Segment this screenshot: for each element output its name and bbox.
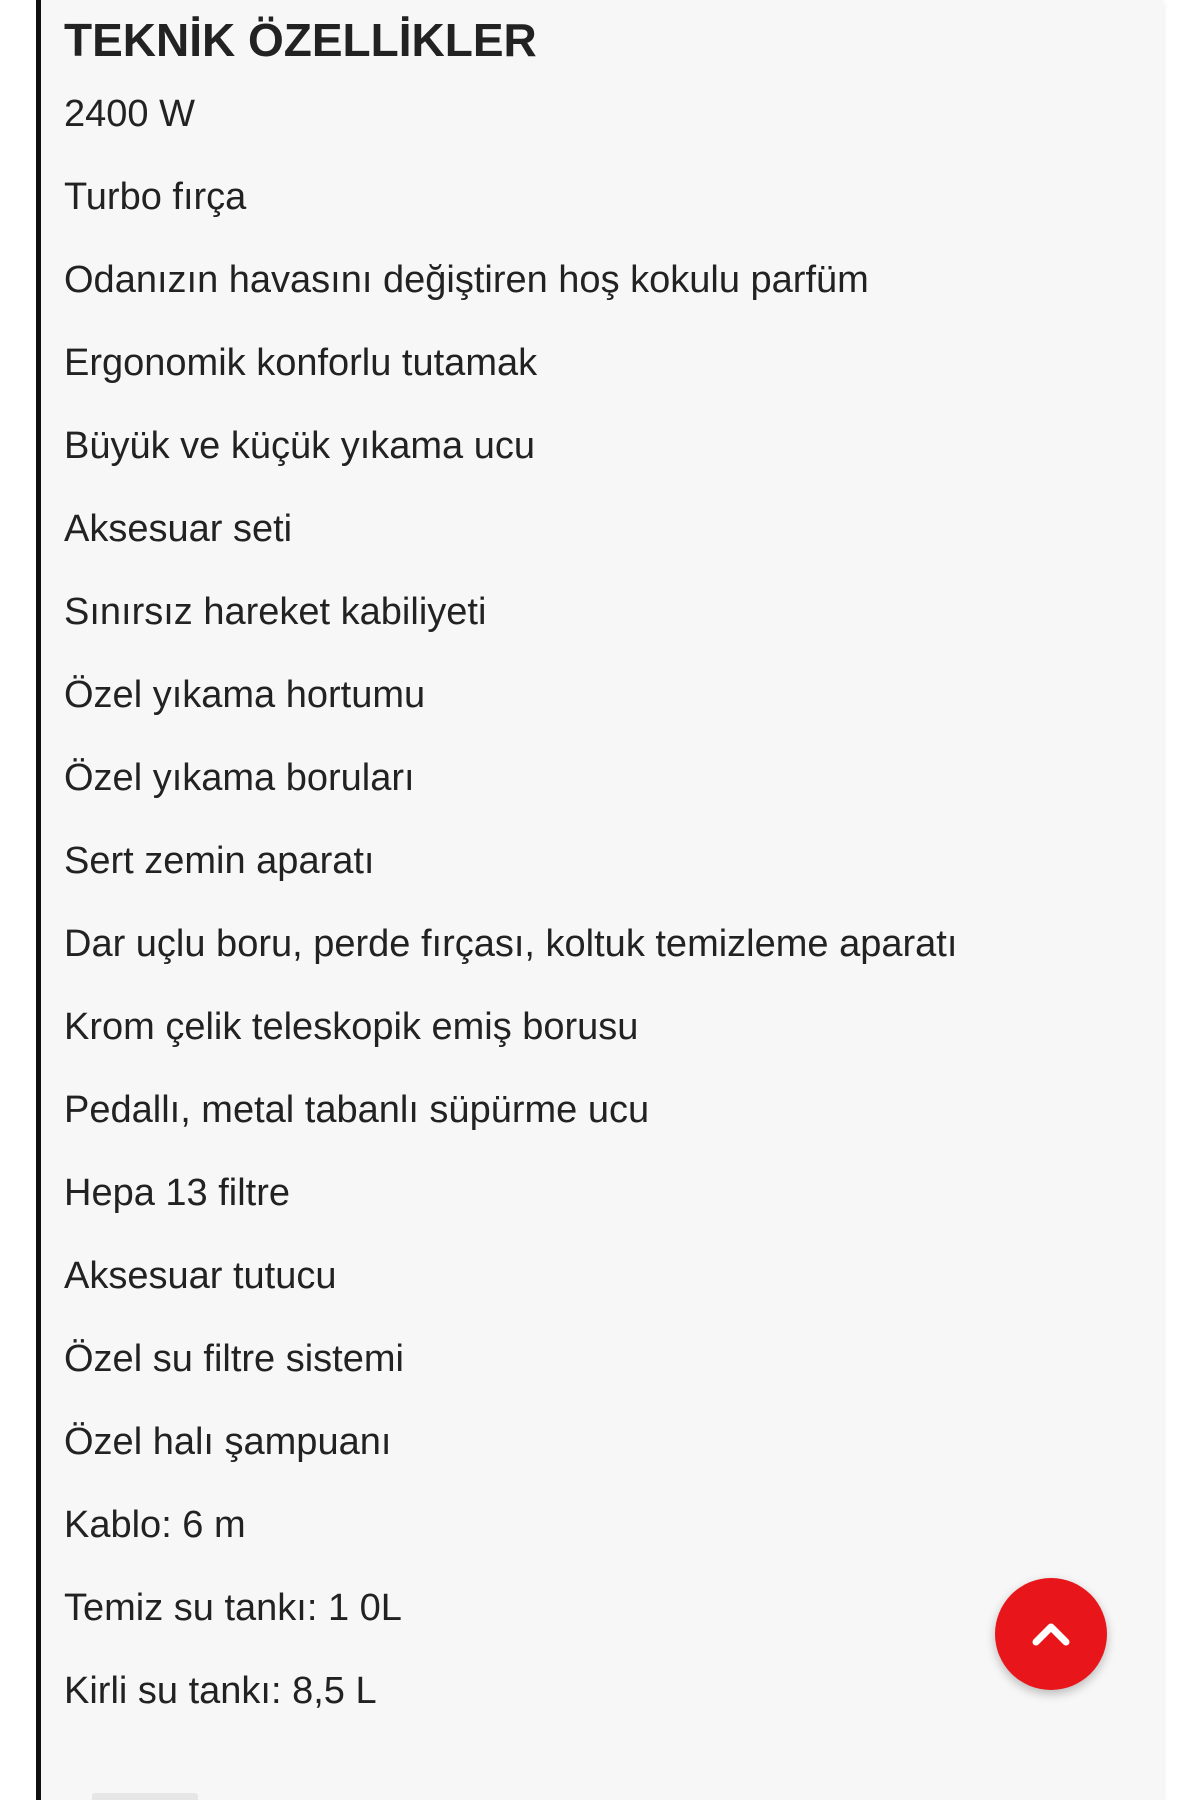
spec-item: Özel halı şampuanı: [64, 1421, 392, 1463]
spec-item: Temiz su tankı: 1 0L: [64, 1587, 402, 1629]
spec-item: Kablo: 6 m: [64, 1504, 246, 1546]
spec-item: Turbo fırça: [64, 176, 247, 218]
spec-item: Özel su filtre sistemi: [64, 1338, 404, 1380]
next-section-stub: [92, 1793, 198, 1800]
spec-item: 2400 W: [64, 93, 195, 135]
spec-item: Kirli su tankı: 8,5 L: [64, 1670, 377, 1712]
spec-item: Aksesuar seti: [64, 508, 293, 550]
spec-item: Aksesuar tutucu: [64, 1255, 337, 1297]
spec-item: Dar uçlu boru, perde fırçası, koltuk temizleme aparatı: [64, 923, 958, 965]
scroll-to-top-button[interactable]: [995, 1578, 1107, 1690]
spec-item: Özel yıkama hortumu: [64, 674, 426, 716]
spec-item: Özel yıkama boruları: [64, 757, 415, 799]
section-title: TEKNİK ÖZELLİKLER: [64, 14, 537, 66]
specifications-section: [64, 0, 1144, 1748]
spec-item: Pedallı, metal tabanlı süpürme ucu: [64, 1089, 650, 1131]
spec-item: Sert zemin aparatı: [64, 840, 375, 882]
spec-item: Büyük ve küçük yıkama ucu: [64, 425, 535, 467]
spec-item: Ergonomik konforlu tutamak: [64, 342, 538, 384]
spec-list: [64, 88, 1144, 1748]
spec-item: Odanızın havasını değiştiren hoş kokulu parfüm: [64, 259, 869, 301]
chevron-up-icon: [1029, 1612, 1073, 1656]
spec-item: Sınırsız hareket kabiliyeti: [64, 591, 487, 633]
spec-item: Hepa 13 filtre: [64, 1172, 291, 1214]
spec-item: Krom çelik teleskopik emiş borusu: [64, 1006, 639, 1048]
